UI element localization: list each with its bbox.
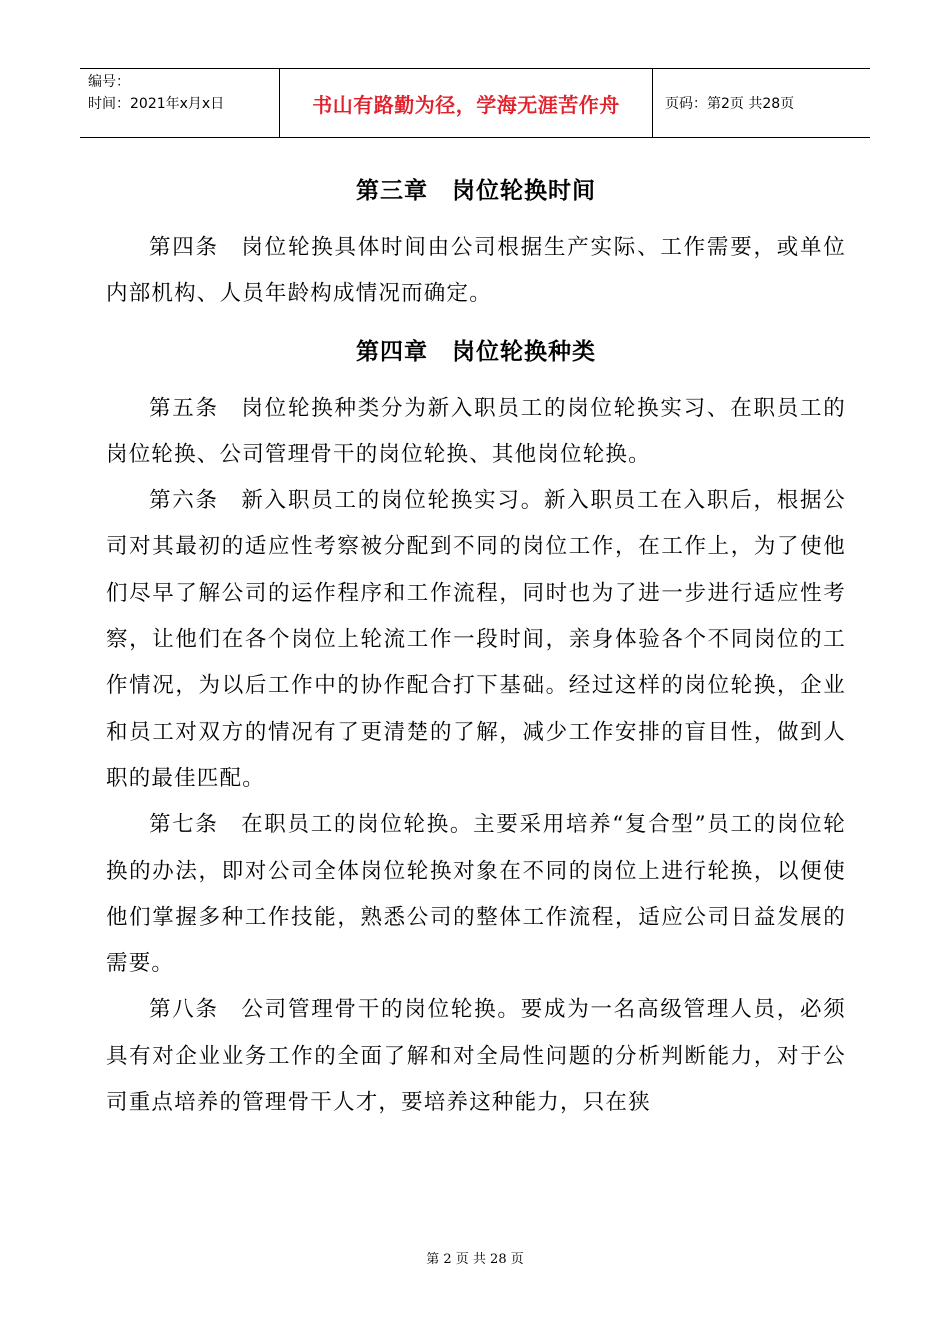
date-line: 时间：2021年x月x日 xyxy=(88,96,225,112)
article-5-label: 第五条 xyxy=(149,395,219,421)
article-4-label: 第四条 xyxy=(149,235,219,260)
article-7-text: 在职员工的岗位轮换。主要采用培养“复合型”员工的岗位轮换的办法，即对公司全体岗位轮换对象在不同的岗位上进行轮换，以便使他们掌握多种工作技能，熟悉公司的整体工作流程，适应公司日益发展的需要。 xyxy=(106,812,846,977)
chapter-4-title: 第四章 岗位轮换种类 xyxy=(356,338,596,365)
number-label: 编号： xyxy=(88,74,130,90)
article-7 xyxy=(106,802,846,987)
article-8 xyxy=(106,987,846,1126)
header-motto: 书山有路勤为径，学海无涯苦作舟 xyxy=(280,69,653,137)
page-header xyxy=(80,68,870,138)
chapter-3-title: 第三章 岗位轮换时间 xyxy=(356,178,596,204)
page-footer: 第 2 页 共 28 页 xyxy=(426,1252,524,1267)
article-8-text: 公司管理骨干的岗位轮换。要成为一名高级管理人员，必须具有对企业业务工作的全面了解和对全局性问题的分析判断能力，对于公司重点培养的管理骨干人才，要培养这种能力，只在狭 xyxy=(106,997,846,1116)
document-body xyxy=(106,168,846,1126)
article-6 xyxy=(106,478,846,802)
article-4-text: 岗位轮换具体时间由公司根据生产实际、工作需要，或单位内部机构、人员年龄构成情况而确定。 xyxy=(106,235,846,307)
article-8-label: 第八条 xyxy=(149,997,219,1023)
header-page-info: 页码：第2页 共28页 xyxy=(665,96,795,112)
article-6-label: 第六条 xyxy=(149,488,219,514)
article-4 xyxy=(106,225,846,318)
article-6-text: 新入职员工的岗位轮换实习。新入职员工在入职后，根据公司对其最初的适应性考察被分配到不同的岗位工作，在工作上，为了使他们尽早了解公司的运作程序和工作流程，同时也为了进一步进行适应性考察，让他们在各个岗位上轮流工作一段时间，亲身体验各个不同岗位的工作情况，为以后工作中的协作配合打下基础。经过这样的岗位轮换，企业和员工对双方的情况有了更清楚的了解，减少工作安排的盲目性，做到人职的最佳匹配。 xyxy=(106,488,846,791)
article-5 xyxy=(106,386,846,479)
article-7-label: 第七条 xyxy=(149,812,219,838)
header-meta xyxy=(80,69,280,137)
article-5-text: 岗位轮换种类分为新入职员工的岗位轮换实习、在职员工的岗位轮换、公司管理骨干的岗位轮换、其他岗位轮换。 xyxy=(106,395,846,467)
